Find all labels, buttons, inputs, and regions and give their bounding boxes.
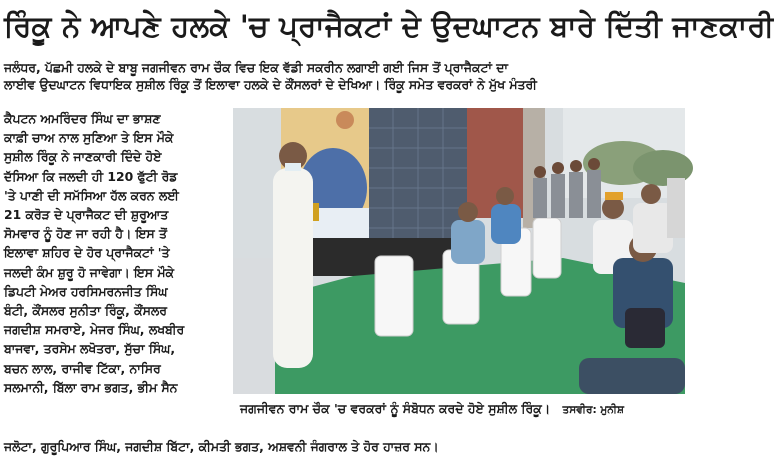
column-line: ਇਲਾਵਾ ਸ਼ਹਿਰ ਦੇ ਹੋਰ ਪ੍ਰਾਜੈਕਟਾਂ 'ਤੇ <box>4 245 170 261</box>
column-line: ਬਚਨ ਲਾਲ, ਰਾਜੀਵ ਟਿੱਕਾ, ਨਾਸਿਰ <box>4 360 161 376</box>
column-line: 21 ਕਰੋੜ ਦੇ ਪ੍ਰਾਜੈਕਟ ਦੀ ਸ਼ੁਰੂਆਤ <box>4 207 169 223</box>
column-line: ਜਗਦੀਸ਼ ਸਮਰਾਏ, ਮੇਜਰ ਸਿੰਘ, ਲਖਬੀਰ <box>4 322 185 338</box>
lead-line: ਜਲੰਧਰ, ਪੱਛਮੀ ਹਲਕੇ ਦੇ ਬਾਬੂ ਜਗਜੀਵਨ ਰਾਮ ਚੌਕ ਵਿਚ ਇਕ ਵੱਡੀ ਸਕਰੀਨ ਲਗਾਈ ਗਈ ਜਿਸ ਤੋਂ ਪ੍ਰਾਜੈਕਟਾਂ ਦਾ <box>4 60 508 75</box>
column-line: ਸਲਮਾਨੀ, ਬਿੱਲਾ ਰਾਮ ਭਗਤ, ਭੀਮ ਸੈਨ <box>4 379 178 395</box>
column-line: ਬੰਟੀ, ਕੌਂਸਲਰ ਸੁਨੀਤਾ ਰਿੰਕੂ, ਕੌਂਸਲਰ <box>4 303 167 319</box>
closing-line: ਜਲੋਟਾ, ਗੁਰੂਪਿਆਰ ਸਿੰਘ, ਜਗਦੀਸ਼ ਬਿੱਟਾ, ਕੀਮਤੀ ਭਗਤ, ਅਸ਼ਵਨੀ ਜੰਗਰਾਲ ਤੇ ਹੋਰ ਹਾਜ਼ਰ ਸਨ। <box>4 439 439 454</box>
lead-line: ਲਾਈਵ ਉਦਘਾਟਨ ਵਿਧਾਇਕ ਸੁਸ਼ੀਲ ਰਿੰਕੂ ਤੋਂ ਇਲਾਵਾ ਹਲਕੇ ਦੇ ਕੌਂਸਲਰਾਂ ਦੇ ਦੇਖਿਆ। ਰਿੰਕੂ ਸਮੇਤ ਵਰਕਰਾਂ ਨੇ ਮੁੱਖ ਮੰਤਰੀ <box>4 76 537 92</box>
photo-caption <box>240 401 684 417</box>
lead-paragraph <box>4 60 684 93</box>
caption-text: ਜਗਜੀਵਨ ਰਾਮ ਚੌਕ 'ਚ ਵਰਕਰਾਂ ਨੂੰ ਸੰਬੋਧਨ ਕਰਦੇ ਹੋਏ ਸੁਸ਼ੀਲ ਰਿੰਕੂ। <box>240 401 551 416</box>
column-line: ਡਿਪਟੀ ਮੇਅਰ ਹਰਸਿਮਰਨਜੀਤ ਸਿੰਘ <box>4 283 168 299</box>
column-line: ਕੈਪਟਨ ਅਮਰਿੰਦਰ ਸਿੰਘ ਦਾ ਭਾਸ਼ਣ <box>4 111 161 126</box>
photo-illustration <box>233 108 685 394</box>
column-line: ਕਾਫ਼ੀ ਚਾਅ ਨਾਲ ਸੁਣਿਆ ਤੇ ਇਸ ਮੌਕੇ <box>4 130 174 146</box>
news-photo <box>233 108 685 394</box>
photo-credit: ਤਸਵੀਰ: ਮੁਨੀਸ਼ <box>562 404 624 416</box>
column-line: ਜਲਦੀ ਕੰਮ ਸ਼ੁਰੂ ਹੋ ਜਾਵੇਗਾ। ਇਸ ਮੌਕੇ <box>4 264 174 280</box>
body-column <box>4 109 230 397</box>
column-line: ਸੋਮਵਾਰ ਨੂੰ ਹੋਣ ਜਾ ਰਹੀ ਹੈ। ਇਸ ਤੋਂ <box>4 226 167 242</box>
column-line: ਬਾਜਵਾ, ਤਰਸੇਮ ਲਖੋਤਰਾ, ਸੁੱਚਾ ਸਿੰਘ, <box>4 341 176 357</box>
column-line: 'ਤੇ ਪਾਣੀ ਦੀ ਸਮੱਸਿਆ ਹੱਲ ਕਰਨ ਲਈ <box>4 187 179 203</box>
headline: ਰਿੰਕੂ ਨੇ ਆਪਣੇ ਹਲਕੇ 'ਚ ਪ੍ਰਾਜੈਕਟਾਂ ਦੇ ਉਦਘਾਟਨ ਬਾਰੇ ਦਿੱਤੀ ਜਾਣਕਾਰੀ <box>4 9 774 43</box>
column-line: ਸੁਸ਼ੀਲ ਰਿੰਕੂ ਨੇ ਜਾਣਕਾਰੀ ਦਿੰਦੇ ਹੋਏ <box>4 149 162 165</box>
column-line: ਦੱਸਿਆ ਕਿ ਜਲਦੀ ਹੀ 120 ਫੁੱਟੀ ਰੋਡ <box>4 168 178 184</box>
